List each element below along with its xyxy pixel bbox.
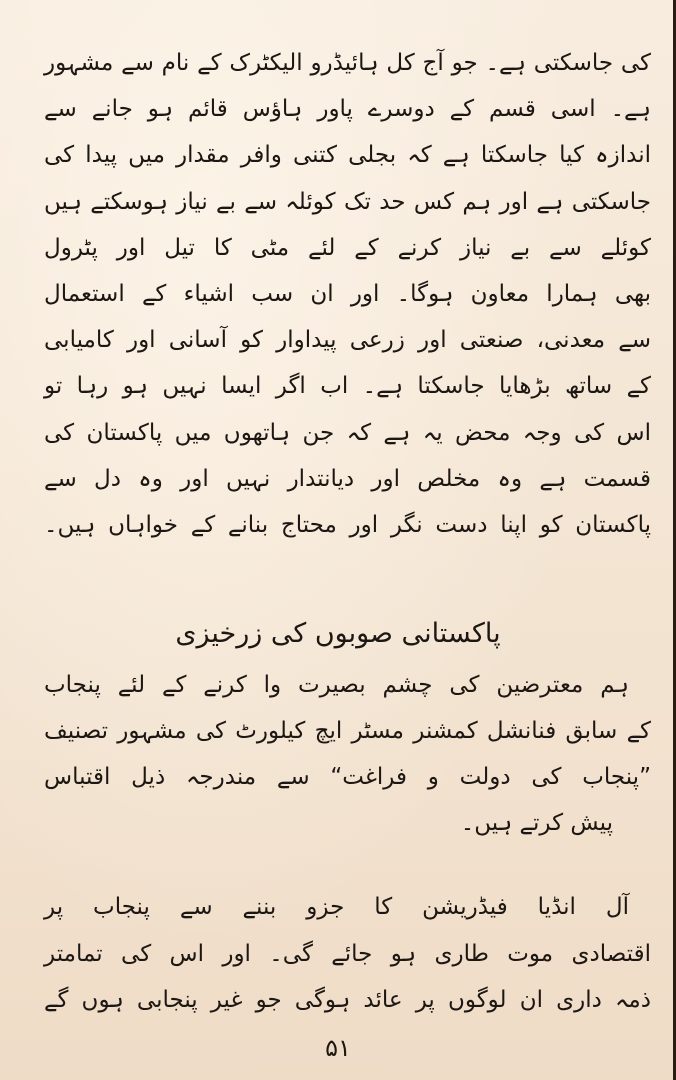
text-line: کوئلے سے بے نیاز کرنے کے لئے مٹی کا تیل اور پٹرول (44, 234, 651, 261)
text-line: ”پنجاب کی دولت و فراغت“ سے مندرجہ ذیل اقتباس (44, 764, 651, 790)
text-line: کے سابق فنانشل کمشنر مسٹر ایچ کیلورٹ کی مشہور تصنیف (44, 718, 651, 744)
page-number: ۵۱ (325, 1034, 351, 1062)
text-line: کے ساتھ بڑھایا جاسکتا ہے۔ اب اگر ایسا نہیں ہو رہا تو (44, 373, 651, 400)
section-heading: پاکستانی صوبوں کی زرخیزی (175, 618, 501, 649)
text-line: اندازہ کیا جاسکتا ہے کہ بجلی کتنی وافر مقدار میں پیدا کی (44, 142, 651, 169)
text-line: اس کی وجہ محض یہ ہے کہ جن ہاتھوں میں پاکستان کی (44, 419, 651, 446)
text-line: پیش کرتے ہیں۔ (460, 810, 613, 836)
text-line: قسمت ہے وہ مخلص اور دیانتدار نہیں اور وہ دل سے (44, 465, 651, 492)
text-line: کی جاسکتی ہے۔ جو آج کل ہائیڈرو الیکٹرک کے نام سے مشہور (44, 50, 651, 76)
text-line: جاسکتی ہے اور ہم کس حد تک کوئلہ سے بے نیاز ہوسکتے ہیں (44, 188, 651, 215)
paragraph-2 (44, 662, 651, 846)
text-line: اقتصادی موت طاری ہو جائے گی۔ اور اس کی تمامتر (44, 940, 651, 967)
text-line: ہے۔ اسی قسم کے دوسرے پاور ہاؤس قائم ہو جانے سے (44, 96, 651, 123)
paragraph-1 (44, 40, 651, 548)
text-line: ہم معترضین کی چشم بصیرت وا کرنے کے لئے پنجاب (44, 672, 629, 698)
text-line: بھی ہمارا معاون ہوگا۔ اور ان سب اشیاء کے استعمال (44, 281, 651, 308)
text-line: سے معدنی، صنعتی اور زرعی پیداوار کو آسانی اور کامیابی (44, 327, 651, 354)
text-line: آل انڈیا فیڈریشن کا جزو بننے سے پنجاب پر (44, 894, 629, 920)
text-line: پاکستان کو اپنا دست نگر اور محتاج بنانے کے خواہاں ہیں۔ (44, 512, 651, 539)
text-line: ذمہ داری ان لوگوں پر عائد ہوگی جو غیر پنجابی ہوں گے (44, 987, 651, 1013)
paragraph-3 (44, 884, 651, 1024)
